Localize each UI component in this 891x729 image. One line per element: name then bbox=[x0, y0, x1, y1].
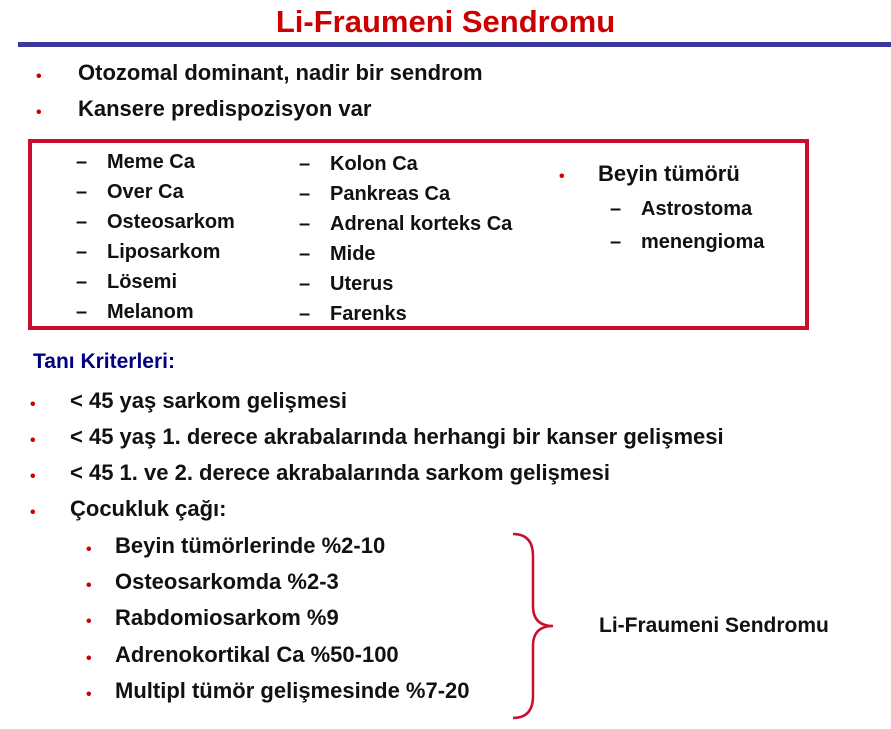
dash: – bbox=[299, 213, 311, 235]
dash: – bbox=[299, 153, 311, 175]
bullet: • bbox=[30, 396, 36, 413]
dash: – bbox=[299, 303, 311, 325]
col2-item: Adrenal korteks Ca bbox=[330, 213, 513, 235]
criteria-item-3: < 45 1. ve 2. derece akrabalarında sarkom gelişmesi bbox=[70, 460, 610, 485]
col2-item: Kolon Ca bbox=[330, 153, 418, 175]
col2-item: Farenks bbox=[330, 303, 407, 325]
bullet: • bbox=[86, 613, 92, 630]
childhood-item-3: Rabdomiosarkom %9 bbox=[115, 605, 339, 630]
bullet: • bbox=[86, 686, 92, 703]
childhood-item-5: Multipl tümör gelişmesinde %7-20 bbox=[115, 678, 470, 703]
col2-item: Uterus bbox=[330, 273, 394, 295]
dash: – bbox=[76, 211, 88, 233]
bullet: • bbox=[559, 168, 565, 185]
col3-item: Astrostoma bbox=[641, 198, 753, 220]
col1-item: Liposarkom bbox=[107, 241, 221, 263]
dash: – bbox=[76, 301, 88, 323]
col1-item: Over Ca bbox=[107, 181, 184, 203]
criteria-item-4: Çocukluk çağı: bbox=[70, 496, 227, 521]
bullet: • bbox=[30, 432, 36, 449]
brace-label: Li-Fraumeni Sendromu bbox=[599, 614, 829, 637]
intro-item-2: Kansere predispozisyon var bbox=[78, 96, 372, 121]
col3-item: menengioma bbox=[641, 231, 765, 253]
dash: – bbox=[299, 273, 311, 295]
col1-item: Meme Ca bbox=[107, 151, 195, 173]
bullet: • bbox=[86, 541, 92, 558]
dash: – bbox=[610, 198, 622, 220]
page-title: Li-Fraumeni Sendromu bbox=[275, 4, 616, 39]
bullet: • bbox=[30, 504, 36, 521]
criteria-item-2: < 45 yaş 1. derece akrabalarında herhangi bir kanser gelişmesi bbox=[70, 424, 724, 449]
dash: – bbox=[76, 151, 88, 173]
col1-item: Lösemi bbox=[107, 271, 178, 293]
criteria-heading: Tanı Kriterleri: bbox=[33, 350, 175, 373]
bullet: • bbox=[36, 68, 42, 85]
childhood-item-1: Beyin tümörlerinde %2-10 bbox=[115, 533, 386, 558]
title-underline bbox=[18, 42, 891, 47]
intro-item-1: Otozomal dominant, nadir bir sendrom bbox=[78, 60, 483, 85]
childhood-item-2: Osteosarkomda %2-3 bbox=[115, 569, 339, 594]
childhood-item-4: Adrenokortikal Ca %50-100 bbox=[115, 642, 399, 667]
col2-item: Mide bbox=[330, 243, 376, 265]
dash: – bbox=[299, 183, 311, 205]
dash: – bbox=[76, 181, 88, 203]
bullet: • bbox=[86, 577, 92, 594]
criteria-item-1: < 45 yaş sarkom gelişmesi bbox=[70, 388, 348, 413]
brain-tumor-heading: Beyin tümörü bbox=[598, 161, 740, 186]
curly-brace-icon bbox=[507, 530, 559, 722]
bullet: • bbox=[36, 104, 42, 121]
bullet: • bbox=[30, 468, 36, 485]
bullet: • bbox=[86, 650, 92, 667]
dash: – bbox=[76, 241, 88, 263]
col1-item: Osteosarkom bbox=[107, 211, 235, 233]
col2-item: Pankreas Ca bbox=[330, 183, 451, 205]
dash: – bbox=[299, 243, 311, 265]
dash: – bbox=[610, 231, 622, 253]
dash: – bbox=[76, 271, 88, 293]
col1-item: Melanom bbox=[107, 301, 194, 323]
